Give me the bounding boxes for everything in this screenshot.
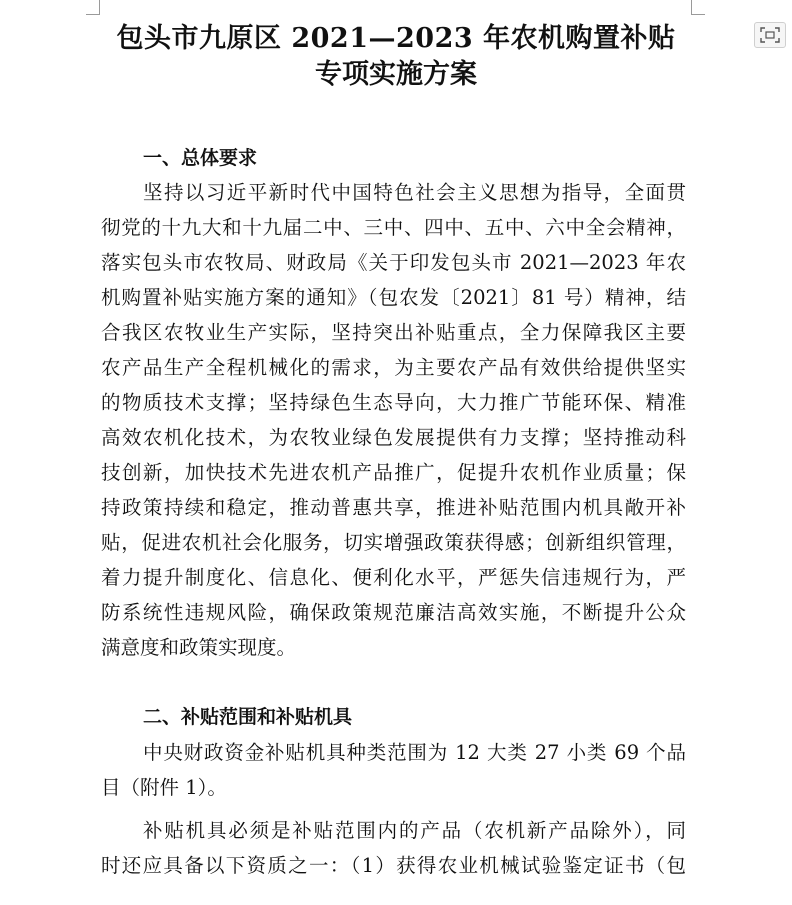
paragraph-line: 防系统性违规风险，确保政策规范廉洁高效实施，不断提升公众: [101, 601, 686, 624]
document-title-line2: 专项实施方案: [315, 59, 477, 90]
paragraph-line: 农产品生产全程机械化的需求，为主要农产品有效供给提供坚实: [101, 356, 686, 379]
crop-mark: [99, 0, 100, 14]
paragraph-line: 坚持以习近平新时代中国特色社会主义思想为指导，全面贯: [143, 181, 686, 204]
paragraph-line: 的物质技术支撑；坚持绿色生态导向，大力推广节能环保、精准: [101, 391, 686, 414]
paragraph-line: 补贴机具必须是补贴范围内的产品（农机新产品除外），同: [143, 819, 686, 842]
fullscreen-icon[interactable]: [754, 22, 786, 48]
paragraph-line: 时还应具备以下资质之一：（1）获得农业机械试验鉴定证书（包: [101, 854, 686, 877]
paragraph-line: 合我区农牧业生产实际，坚持突出补贴重点，全力保障我区主要: [101, 321, 686, 344]
paragraph-line: 机购置补贴实施方案的通知》（包农发〔2021〕81 号）精神，结: [101, 286, 686, 309]
paragraph-line: 贴，促进农机社会化服务，切实增强政策获得感；创新组织管理，: [101, 531, 686, 554]
paragraph-line: 着力提升制度化、信息化、便利化水平，严惩失信违规行为，严: [101, 566, 686, 589]
paragraph-line: 持政策持续和稳定，推动普惠共享，推进补贴范围内机具敞开补: [101, 496, 686, 519]
section1-heading: 一、总体要求: [143, 147, 258, 169]
section2-heading: 二、补贴范围和补贴机具: [143, 706, 353, 728]
paragraph-line: 满意度和政策实现度。: [101, 636, 297, 659]
document-title-line1: 包头市九原区 2021—2023 年农机购置补贴: [116, 23, 676, 54]
crop-mark: [691, 14, 705, 15]
paragraph-line: 高效农机化技术，为农牧业绿色发展提供有力支撑；坚持推动科: [101, 426, 686, 449]
crop-mark: [691, 0, 692, 14]
paragraph-line: 彻党的十九大和十九届二中、三中、四中、五中、六中全会精神，: [101, 216, 686, 239]
paragraph-line: 落实包头市农牧局、财政局《关于印发包头市 2021—2023 年农: [101, 251, 686, 274]
paragraph-line: 目（附件 1）。: [101, 776, 227, 799]
crop-mark: [86, 14, 100, 15]
paragraph-line: 技创新，加快技术先进农机产品推广，促提升农机作业质量；保: [101, 461, 686, 484]
paragraph-line: 中央财政资金补贴机具种类范围为 12 大类 27 小类 69 个品: [143, 741, 686, 764]
